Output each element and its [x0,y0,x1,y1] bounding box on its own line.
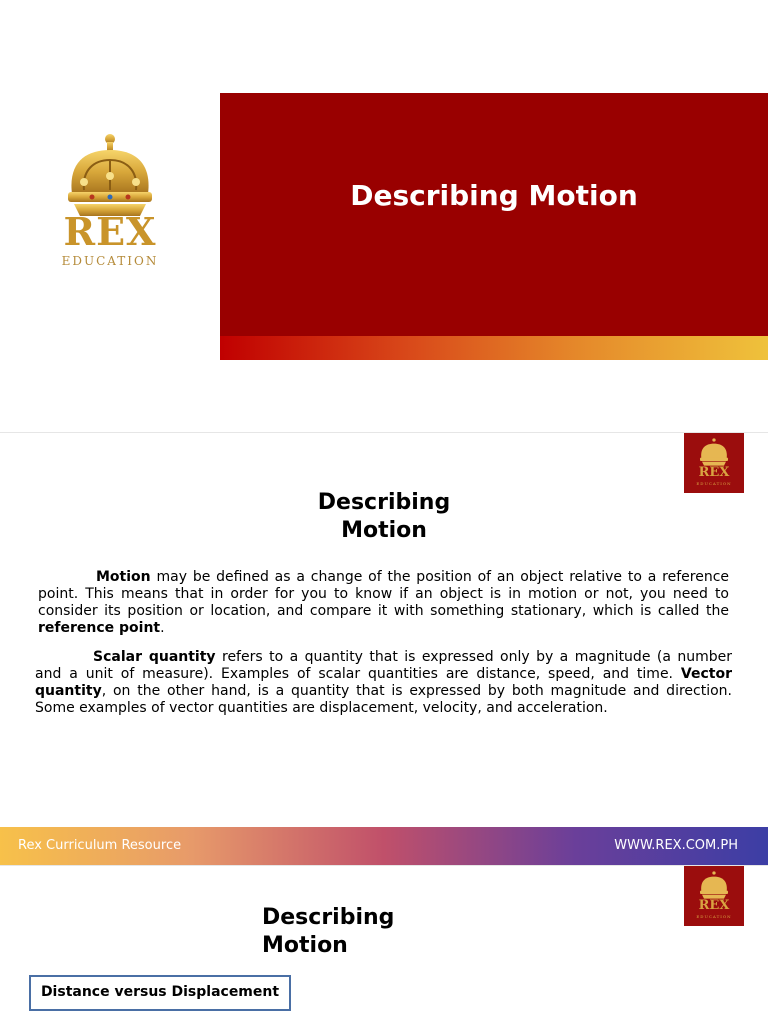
paragraph-text: may be defined as a change of the position of an object relative to a reference point. This means that in order for you to know if an object is in motion or not, you need to consider its position or location, and compare it with something stationary, which is called the [38,569,729,619]
logo-tagline: EDUCATION [696,481,732,486]
paragraph-text: . [160,620,165,636]
footer-website: WWW.REX.COM.PH [614,838,738,853]
subheading-box [29,975,291,1011]
crown-icon [62,132,158,218]
subheading-text: Distance versus Displacement [40,984,280,1000]
heading-line: Motion [262,933,348,958]
logo-brand: REX [698,898,730,913]
rex-logo-small [684,866,744,926]
content-slide [0,433,768,865]
term-motion: Motion [96,569,151,585]
term-scalar-quantity: Scalar quantity [93,649,216,665]
paragraph-text: , on the other hand, is a quantity that is expressed by both magnitude and direction. Some examples of vector quantities are displacement, velocity, and acceleration. [35,683,732,716]
crown-icon [698,870,730,900]
logo-brand: REX [63,209,157,254]
rex-education-logo [50,132,170,272]
logo-tagline: EDUCATION [61,254,159,268]
gradient-bar [220,336,768,360]
slide-heading [284,489,484,545]
logo-tagline: EDUCATION [696,914,732,919]
crown-icon [698,437,730,467]
rex-logo-small [684,433,744,493]
term-reference-point: reference point [38,620,161,636]
title-box [220,93,768,336]
term-vector-quantity: Vector quantity [35,666,732,699]
footer-bar [0,827,768,865]
heading-line: Describing [317,490,451,515]
slide-heading [262,904,394,960]
paragraph-motion [38,569,729,637]
logo-brand: REX [698,465,730,480]
heading-line: Describing [262,905,395,930]
paragraph-text: refers to a quantity that is expressed only by a magnitude (a number and a unit of measure). Examples of scalar quantities are distance, speed, and time. [35,649,732,682]
content-slide-2 [0,866,768,1024]
paragraph-quantities [35,649,732,717]
title-slide [0,0,768,432]
heading-line: Motion [341,518,427,543]
footer-source: Rex Curriculum Resource [18,838,182,853]
slide-title: Describing Motion [350,179,638,212]
